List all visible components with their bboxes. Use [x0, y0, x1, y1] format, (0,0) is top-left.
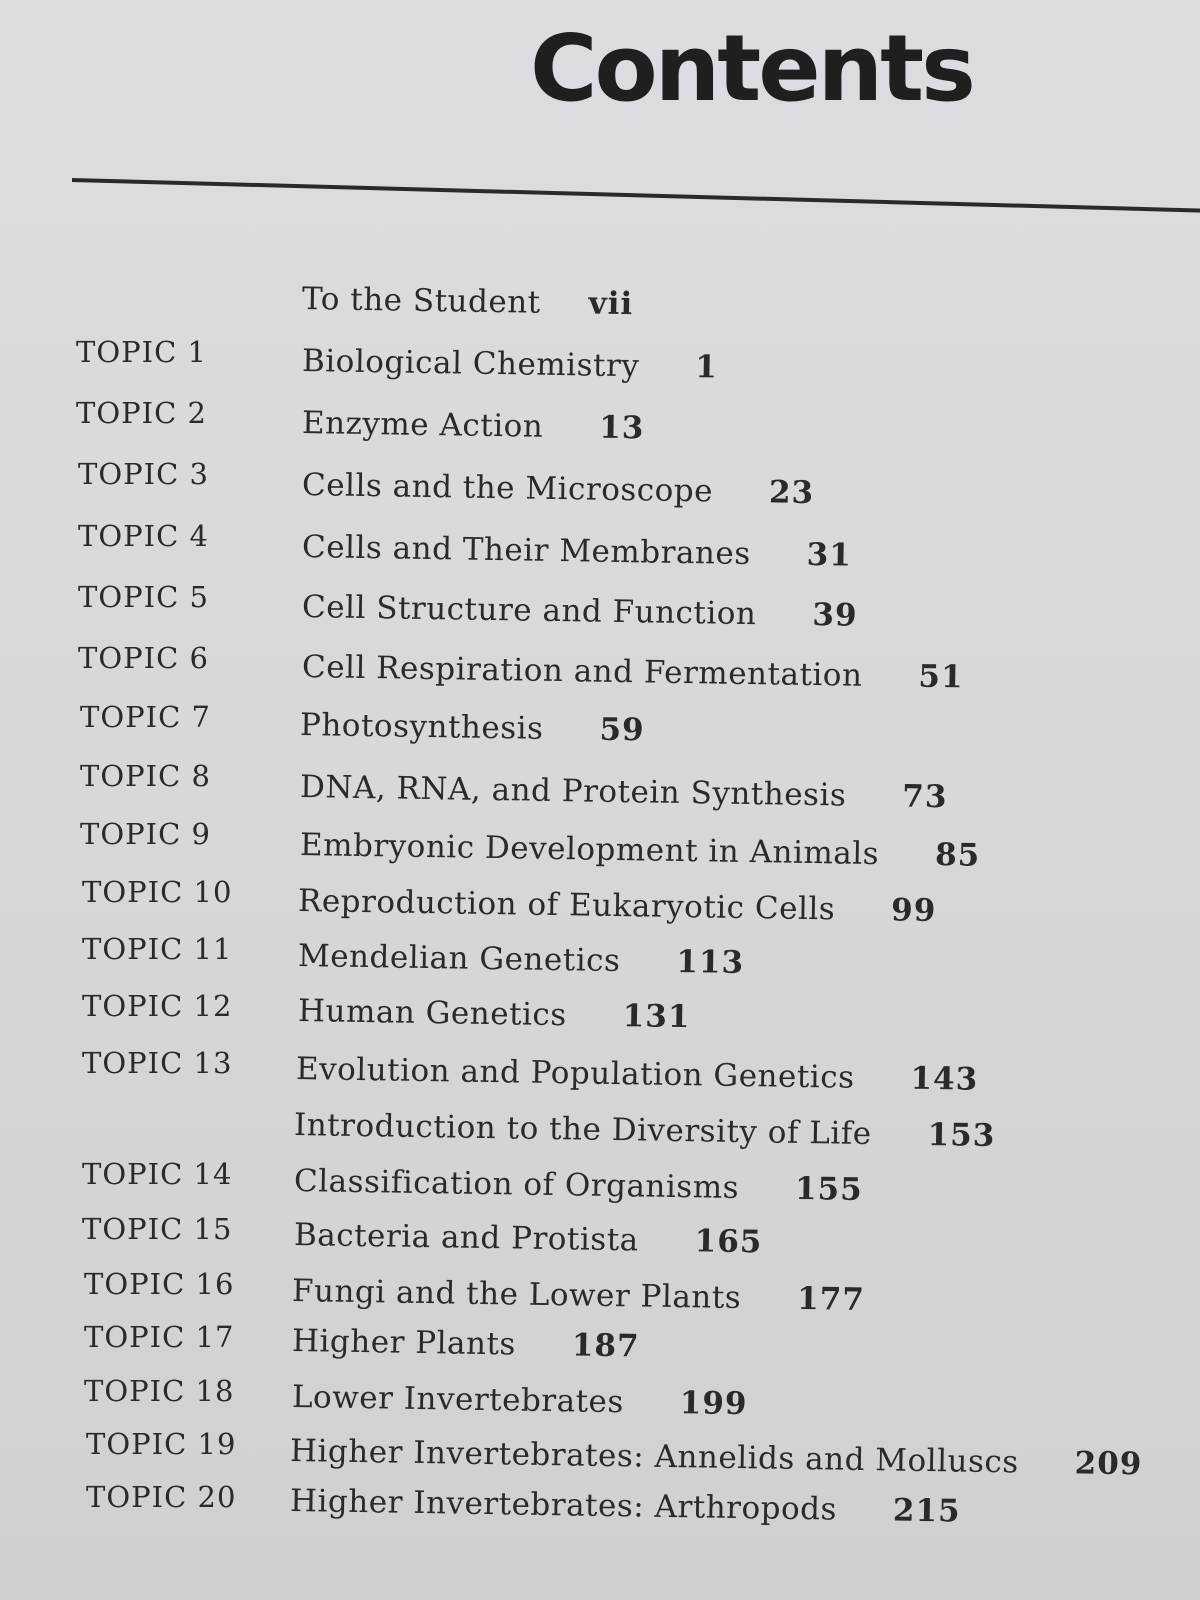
- toc-topic-label: TOPIC 13: [82, 1046, 233, 1080]
- toc-topic-label: TOPIC 11: [82, 932, 233, 966]
- toc-entry-page: 99: [890, 892, 937, 930]
- toc-topic-label: TOPIC 19: [86, 1427, 237, 1461]
- toc-entry-page: 153: [927, 1116, 996, 1155]
- toc-entry-title: Biological Chemistry: [301, 343, 640, 385]
- toc-entry-title: Cells and Their Membranes: [301, 529, 751, 573]
- toc-entry-title: Mendelian Genetics: [297, 938, 621, 980]
- toc-entry: [291, 1379, 748, 1423]
- toc-entry-page: 187: [571, 1327, 640, 1365]
- toc-entry-page: 165: [694, 1223, 763, 1261]
- toc-entry-page: 131: [622, 998, 691, 1036]
- toc-entry-title: Bacteria and Protista: [293, 1217, 639, 1259]
- toc-front-matter: [301, 281, 634, 323]
- toc-entry-page: 209: [1074, 1445, 1143, 1483]
- toc-topic-label: TOPIC 1: [76, 335, 207, 369]
- toc-entry: [301, 529, 853, 574]
- toc-topic-label: TOPIC 14: [82, 1157, 233, 1191]
- toc-entry-title: Cells and the Microscope: [301, 467, 714, 510]
- toc-topic-label: TOPIC 7: [80, 700, 211, 734]
- toc-entry-title: Reproduction of Eukaryotic Cells: [297, 883, 836, 928]
- toc-entry: [291, 1273, 866, 1318]
- toc-entry-title: Cell Structure and Function: [301, 589, 757, 633]
- toc-entry-page: 85: [934, 836, 981, 874]
- toc-topic-label: TOPIC 4: [78, 519, 209, 553]
- toc-section-intro: [293, 1107, 996, 1155]
- toc-entry-title: Higher Invertebrates: Annelids and Molluscs: [289, 1433, 1019, 1481]
- toc-topic-label: TOPIC 15: [82, 1212, 233, 1246]
- toc-topic-label: TOPIC 8: [80, 759, 211, 793]
- toc-entry: [301, 343, 719, 386]
- toc-entry-title: Evolution and Population Genetics: [295, 1051, 855, 1096]
- toc-entry-page: 59: [599, 711, 645, 749]
- toc-entry-page: 51: [918, 658, 964, 696]
- toc-entry: [297, 938, 745, 982]
- toc-entry: [295, 1051, 979, 1098]
- toc-entry-page: 215: [892, 1492, 961, 1530]
- toc-entry-title: Human Genetics: [297, 993, 568, 1034]
- toc-entry-title: Embryonic Development in Animals: [299, 827, 880, 873]
- page-title: Contents: [530, 15, 973, 122]
- toc-entry: [301, 589, 858, 634]
- toc-entry: [299, 827, 981, 874]
- toc-entry: [301, 405, 645, 447]
- toc-topic-label: TOPIC 5: [78, 580, 209, 614]
- toc-topic-label: TOPIC 10: [82, 875, 233, 909]
- toc-entry: [299, 707, 645, 749]
- toc-entry: [291, 1323, 640, 1365]
- toc-topic-label: TOPIC 9: [80, 817, 211, 851]
- toc-entry: [293, 1217, 763, 1261]
- toc-entry-title: Higher Invertebrates: Arthropods: [289, 1483, 838, 1528]
- toc-entry: [289, 1433, 1143, 1483]
- toc-entry-title: Cell Respiration and Fermentation: [301, 649, 863, 694]
- toc-entry-page: 113: [676, 943, 745, 982]
- toc-entry-page: 1: [695, 349, 719, 386]
- toc-entry: [301, 649, 964, 696]
- toc-topic-label: TOPIC 17: [84, 1320, 235, 1354]
- toc-entry-title: Lower Invertebrates: [291, 1379, 625, 1421]
- toc-entry-page: 177: [796, 1280, 866, 1318]
- toc-entry-title: To the Student: [301, 281, 541, 321]
- toc-entry-title: Photosynthesis: [299, 707, 544, 747]
- toc-entry-page: 23: [768, 474, 815, 512]
- toc-entry: [289, 1483, 961, 1530]
- toc-topic-label: TOPIC 16: [84, 1267, 235, 1301]
- toc-entry-title: Fungi and the Lower Plants: [291, 1273, 742, 1317]
- toc-entry: [293, 1163, 864, 1208]
- toc-topic-label: TOPIC 12: [82, 989, 233, 1023]
- toc-entry: [299, 769, 948, 816]
- toc-entry-title: DNA, RNA, and Protein Synthesis: [299, 769, 847, 814]
- toc-entry-title: Classification of Organisms: [293, 1163, 740, 1206]
- toc-entry-page: 73: [902, 778, 948, 816]
- toc-entry-title: Enzyme Action: [301, 405, 544, 445]
- toc-topic-label: TOPIC 2: [76, 396, 207, 430]
- toc-entry-title: Introduction to the Diversity of Life: [293, 1107, 872, 1153]
- toc-entry-page: 143: [910, 1060, 979, 1098]
- toc-topic-label: TOPIC 3: [78, 457, 209, 491]
- toc-entry: [297, 883, 937, 930]
- toc-entry-title: Higher Plants: [291, 1323, 517, 1363]
- toc-entry-page: 155: [794, 1170, 864, 1208]
- toc-topic-label: TOPIC 20: [86, 1480, 237, 1514]
- toc-entry-page: 39: [812, 597, 858, 634]
- toc-topic-label: TOPIC 18: [84, 1374, 235, 1408]
- toc-topic-label: TOPIC 6: [78, 641, 209, 675]
- toc-entry-page: vii: [588, 285, 634, 323]
- toc-entry: [297, 993, 691, 1036]
- toc-entry: [301, 467, 815, 512]
- toc-entry-page: 199: [679, 1385, 748, 1423]
- toc-entry-page: 31: [806, 536, 853, 574]
- toc-entry-page: 13: [598, 409, 645, 447]
